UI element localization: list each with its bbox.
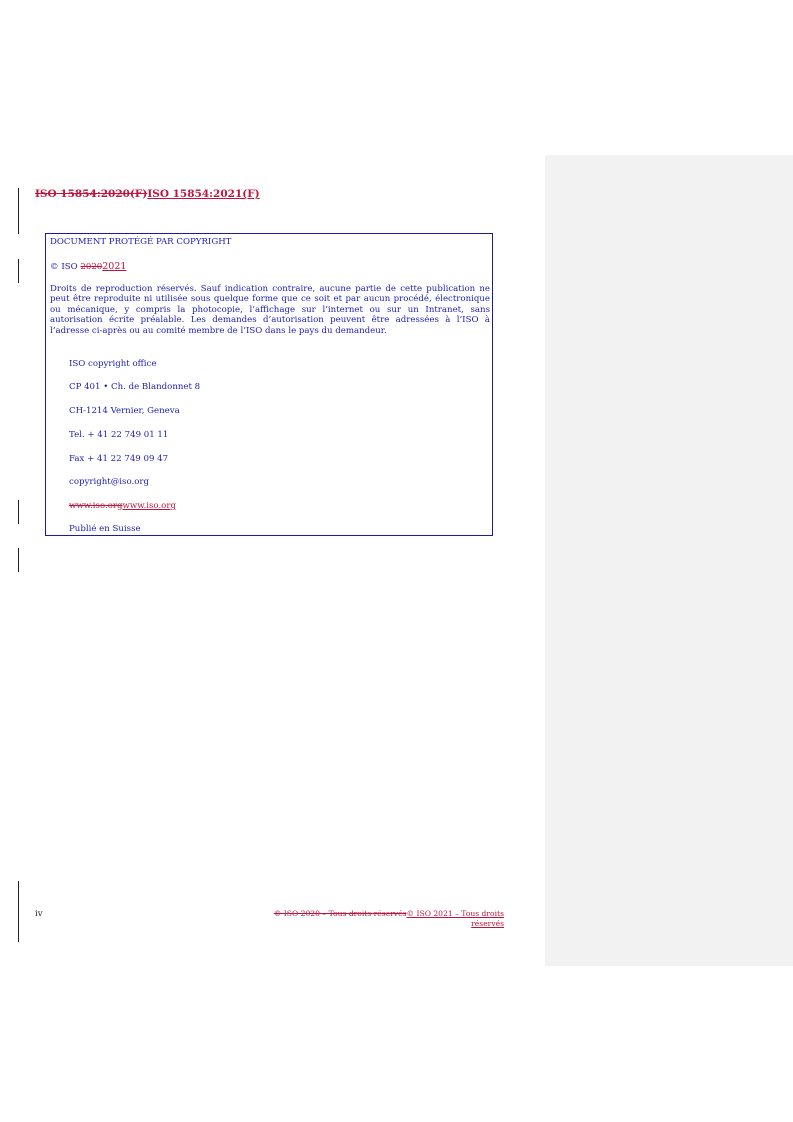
copyright-body-text: Droits de reproduction réservés. Sauf indication contraire, aucune partie de cette publication ne peut être reproduite ni utilisée sous quelque forme que ce soit et par aucun procédé, électronique ou mécanique, y compris la photocopie, l’affichage sur l’internet ou sur un Intranet, sans autorisation écrite préalable. Les demandes d’autorisation peuvent être adressées à l’ISO à l’adresse ci-après ou au comité membre de l’ISO dans le pays du demandeur. [50, 284, 490, 336]
page-number: iv [35, 909, 43, 919]
copyright-year-line [50, 261, 126, 272]
office-name: ISO copyright office [69, 359, 157, 369]
change-bar [18, 548, 19, 572]
copyright-notice-box [45, 233, 493, 536]
document-header [35, 188, 260, 200]
change-bar [18, 881, 19, 942]
footer-copyright-deleted: © ISO 2020 – Tous droits réservés [273, 909, 407, 918]
change-bar [18, 188, 19, 234]
telephone: Tel. + 41 22 749 01 11 [69, 430, 169, 440]
city-address: CH-1214 Vernier, Geneva [69, 406, 180, 416]
postal-address: CP 401 • Ch. de Blandonnet 8 [69, 382, 201, 392]
year-deleted: 2020 [80, 262, 103, 272]
website-deleted: www.iso.org [69, 501, 123, 511]
published-in: Publié en Suisse [69, 524, 141, 534]
year-inserted: 2021 [102, 261, 127, 272]
copyright-title: DOCUMENT PROTÉGÉ PAR COPYRIGHT [50, 237, 232, 247]
website-line [69, 501, 176, 511]
change-bar [18, 500, 19, 524]
fax: Fax + 41 22 749 09 47 [69, 454, 169, 464]
change-bar [18, 259, 19, 283]
header-inserted-text: ISO 15854:2021(F) [147, 188, 260, 200]
website-link[interactable]: www.iso.org [122, 501, 176, 511]
email-link[interactable]: copyright@iso.org [69, 477, 149, 487]
footer-copyright-inserted: © ISO 2021 – Tous droits réservés [406, 909, 504, 928]
comment-pane [545, 155, 793, 966]
footer-copyright [270, 909, 504, 929]
copyright-symbol: © ISO [50, 262, 81, 272]
header-deleted-text: ISO 15854:2020(F) [35, 188, 148, 200]
